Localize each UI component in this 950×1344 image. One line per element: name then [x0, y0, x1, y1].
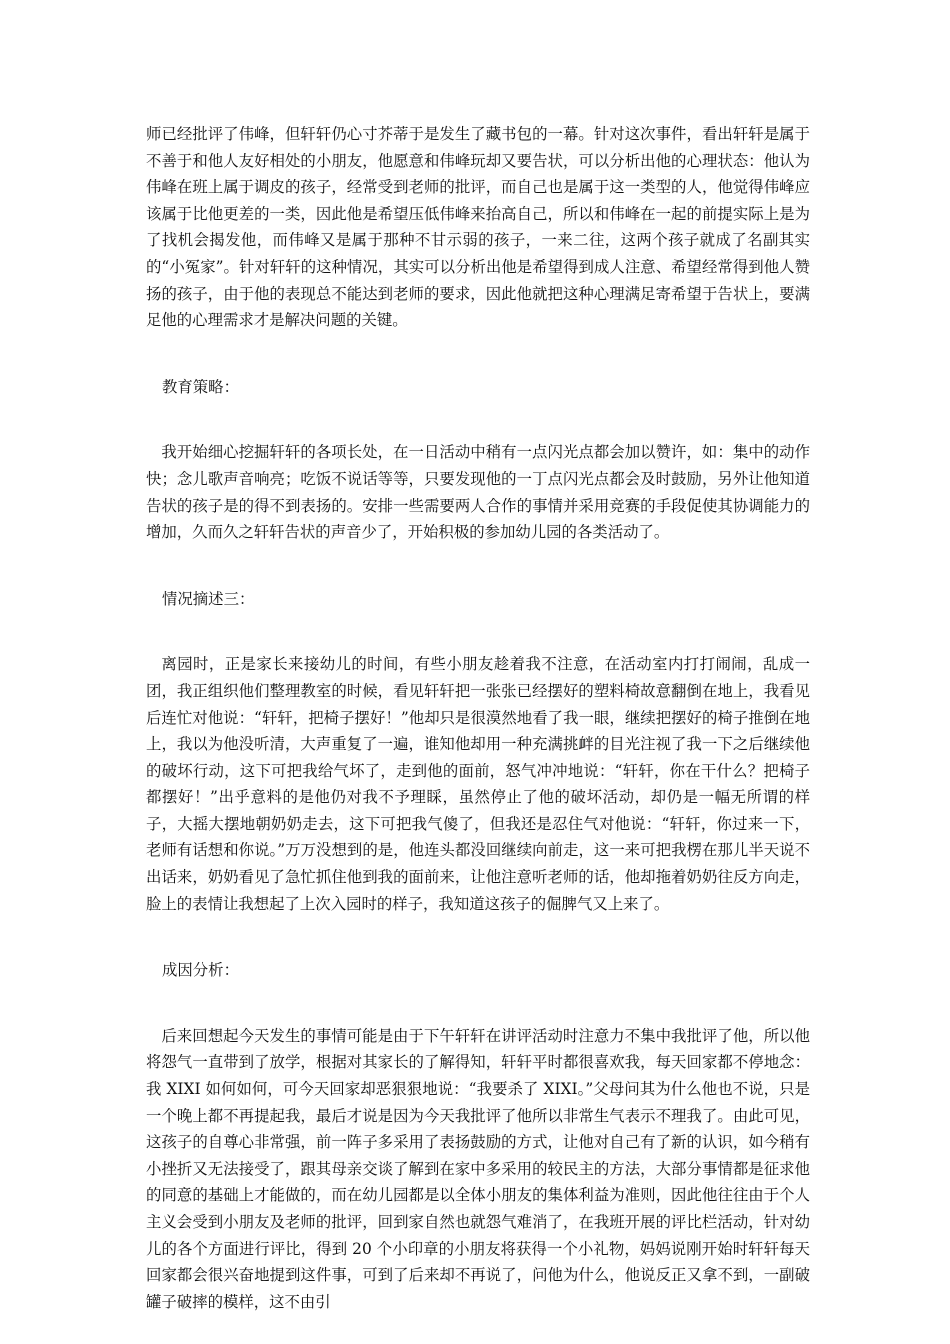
heading-situation-three: 情况摘述三：: [162, 589, 255, 608]
paragraph-situation: 离园时，正是家长来接幼儿的时间，有些小朋友趁着我不注意，在活动室内打打闹闹，乱成一团，我正组织他们整理教室的时候，看见轩轩把一张张已经摆好的塑料椅故意翻倒在地上，我看见后连忙对他说：“轩轩，把椅子摆好！”他却只是很漠然地看了我一眼，继续把摆好的椅子推倒在地上，我以为他没听清，大声重复了一遍，谁知他却用一种充满挑衅的目光注视了我一下之后继续他的破坏行动，这下可把我给气坏了，走到他的面前，怒气冲冲地说：“轩轩，你在干什么？把椅子都摆好！”出乎意料的是他仍对我不予理睬，虽然停止了他的破坏活动，却仍是一幅无所谓的样子，大摇大摆地朝奶奶走去，这下可把我气傻了，但我还是忍住气对他说：“轩轩，你过来一下，老师有话想和你说。”万万没想到的是，他连头都没回继续向前走，这一来可把我楞在那儿半天说不出话来，奶奶看见了急忙抓住他到我的面前来，让他注意听老师的话，他却拖着奶奶往反方向走，脸上的表情让我想起了上次入园时的样子，我知道这孩子的倔脾气又上来了。: [146, 655, 810, 913]
paragraph-strategy: 我开始细心挖掘轩轩的各项长处，在一日活动中稍有一点闪光点都会加以赞许，如：集中的动作快；念儿歌声音响亮；吃饭不说话等等，只要发现他的一丁点闪光点都会及时鼓励，另外让他知道告状的孩子是的得不到表扬的。安排一些需要两人合作的事情并采用竞赛的手段促使其协调能力的增加，久而久之轩轩告状的声音少了，开始积极的参加幼儿园的各类活动了。: [146, 443, 810, 542]
spacer: [146, 334, 810, 374]
heading-education-strategy: 教育策略：: [162, 377, 239, 396]
spacer: [146, 400, 810, 439]
document-page: [146, 121, 810, 1315]
paragraph-cause: 后来回想起今天发生的事情可能是由于下午轩轩在讲评活动时注意力不集中我批评了他，所以他将怨气一直带到了放学，根据对其家长的了解得知，轩轩平时都很喜欢我，每天回家都不停地念：我 XIXI 如何如何，可今天回家却恶狠狠地说：“我要杀了 XIXI。”父母问其为什么他也不说，只是一个晚上都不再提起我，最后才说是因为今天我批评了他所以非常生气表示不理我了。由此可见，这孩子的自尊心非常强，前一阵子多采用了表扬鼓励的方式，让他对自己有了新的认识，如今稍有小挫折又无法接受了，跟其母亲交谈了解到在家中多采用的较民主的方法，大部分事情都是征求他的同意的基础上才能做的，而在幼儿园都是以全体小朋友的集体利益为准则，因此他往往由于个人主义会受到小朋友及老师的批评，回到家自然也就怨气难消了，在我班开展的评比栏活动，针对幼儿的各个方面进行评比，得到 20 个小印章的小朋友将获得一个小礼物，妈妈说刚开始时轩轩每天回家都会很兴奋地提到这件事，可到了后来却不再说了，问他为什么，他说反正又拿不到，一副破罐子破摔的模样，这不由引: [146, 1026, 810, 1311]
spacer: [146, 612, 810, 651]
spacer: [146, 984, 810, 1023]
spacer: [146, 546, 810, 586]
heading-cause-analysis: 成因分析：: [162, 961, 239, 980]
paragraph-analysis-continued: 师已经批评了伟峰，但轩轩仍心寸芥蒂于是发生了藏书包的一幕。针对这次事件，看出轩轩是属于不善于和他人友好相处的小朋友，他愿意和伟峰玩却又要告状，可以分析出他的心理状态：他认为伟峰在班上属于调皮的孩子，经常受到老师的批评，而自己也是属于这一类型的人，他觉得伟峰应该属于比他更差的一类，因此他是希望压低伟峰来抬高自己，所以和伟峰在一起的前提实际上是为了找机会揭发他，而伟峰又是属于那种不甘示弱的孩子，一来二往，这两个孩子就成了名副其实的“小冤家”。针对轩轩的这种情况，其实可以分析出他是希望得到成人注意、希望经常得到他人赞扬的孩子，由于他的表现总不能达到老师的要求，因此他就把这种心理满足寄希望于告状上，要满足他的心理需求才是解决问题的关键。: [146, 125, 810, 330]
spacer: [146, 917, 810, 957]
